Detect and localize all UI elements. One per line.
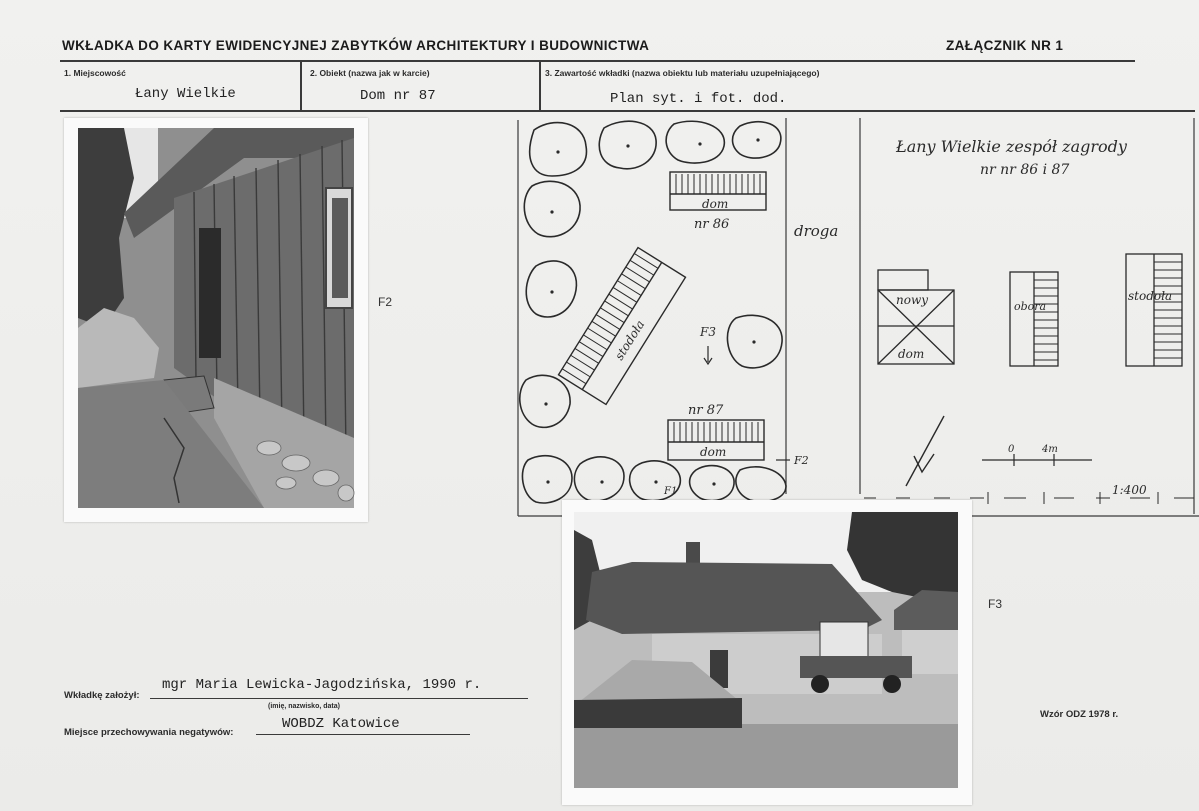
header-bottom-rule xyxy=(60,110,1195,112)
locality-label: 1. Miejscowość xyxy=(64,68,126,78)
barn-outline xyxy=(559,248,686,405)
form-pattern: Wzór ODZ 1978 r. xyxy=(1040,709,1119,720)
object-value: Dom nr 87 xyxy=(360,88,436,104)
storage-value: WOBDZ Katowice xyxy=(282,716,400,732)
road-label: droga xyxy=(794,222,839,240)
plan-title-line2: nr nr 86 i 87 xyxy=(980,162,1070,178)
house-87-number: nr 87 xyxy=(688,403,724,418)
legend-barn-label: stodoła xyxy=(1128,289,1173,303)
photo-farmstead xyxy=(562,500,972,805)
north-arrow-icon xyxy=(906,416,944,486)
storage-line xyxy=(256,734,470,735)
legend-house-label: dom xyxy=(898,347,925,361)
photo-label-f2: F2 xyxy=(378,295,393,309)
contents-label: 3. Zawartość wkładki (nazwa obiektu lub materiału uzupełniającego) xyxy=(545,68,820,78)
legend-shed xyxy=(1010,272,1058,366)
storage-label: Miejsce przechowywania negatywów: xyxy=(64,727,234,738)
contents-value: Plan syt. i fot. dod. xyxy=(610,91,787,107)
field-divider-1 xyxy=(300,60,302,112)
barn-label: stodoła xyxy=(612,317,648,363)
plan-title-line1: Łany Wielkie zespół zagrody xyxy=(896,137,1127,156)
header-top-rule xyxy=(60,60,1135,62)
marker-f2: F2 xyxy=(794,454,809,467)
submitter-label: Wkładkę założył: xyxy=(64,690,140,701)
submitter-hint: (imię, nazwisko, data) xyxy=(268,703,340,710)
object-label: 2. Obiekt (nazwa jak w karcie) xyxy=(310,68,430,78)
locality-value: Łany Wielkie xyxy=(135,86,236,102)
marker-f1: F1 xyxy=(664,486,678,497)
marker-f3: F3 xyxy=(700,325,716,339)
scale-zero: 0 xyxy=(1008,444,1015,455)
photo-label-f3: F3 xyxy=(988,597,1003,611)
photo-house-wall xyxy=(64,118,368,522)
annex-number: ZAŁĄCZNIK NR 1 xyxy=(946,38,1064,53)
photo-house-wall-image xyxy=(64,118,368,522)
field-divider-2 xyxy=(539,60,541,112)
scale-ratio: 1:400 xyxy=(1112,483,1147,497)
site-plan xyxy=(514,114,1199,519)
submitter-line xyxy=(150,698,528,699)
photo-farmstead-image xyxy=(562,500,972,805)
house-86-label: dom xyxy=(702,197,729,211)
scale-end: 4m xyxy=(1042,444,1058,455)
tree-canopies xyxy=(520,121,786,503)
house-87-label: dom xyxy=(700,445,727,459)
form-title: WKŁADKA DO KARTY EWIDENCYJNEJ ZABYTKÓW ARCHITEKTURY I BUDOWNICTWA xyxy=(62,38,650,53)
legend-barn xyxy=(1126,254,1182,366)
scale-bar xyxy=(982,454,1092,466)
legend-new-label: nowy xyxy=(896,293,929,307)
legend-shed-label: obora xyxy=(1014,300,1047,313)
submitter-value: mgr Maria Lewicka-Jagodzińska, 1990 r. xyxy=(162,677,482,693)
house-86-number: nr 86 xyxy=(694,217,730,232)
